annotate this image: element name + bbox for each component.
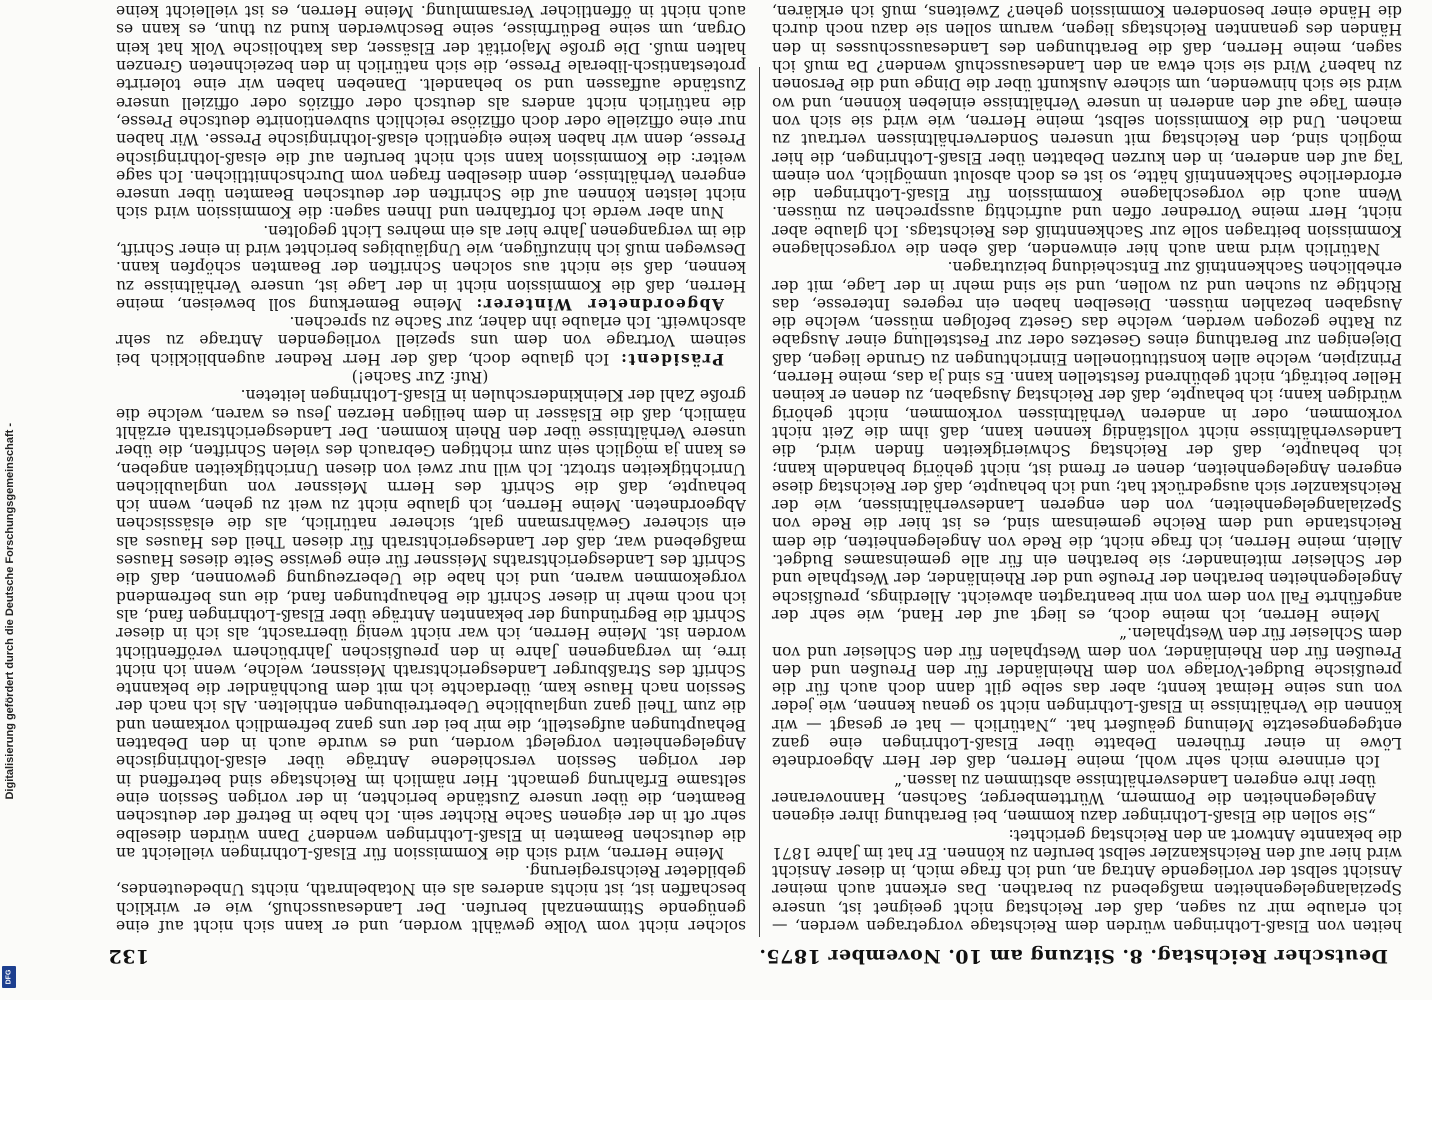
president-remark	[116, 313, 746, 368]
interjection-note: (Ruf: Zur Sache!)	[351, 368, 489, 387]
quotation: „Sie sollen die Elsaß-Lothringer dazu kommen, bei Berathung ihrer eigenen Angelegenheiten die Pommern, Württemberger, Sachsen, Hannoveraner über ihre engeren Landesverhältnisse abstimmen zu lassen.“	[772, 770, 1376, 826]
dfg-logo-icon: DFG	[2, 966, 16, 988]
left-column	[772, 2, 1402, 935]
column-divider	[759, 67, 760, 937]
rotated-page-content	[108, 2, 1408, 967]
paragraph: Ich erinnere mich sehr wohl, meine Herren, daß der Herr Abgeordnete Löwe in einer früheren Debatte über Elsaß-Lothringen eine ganz entgegengesetzte Meinung geäußert hat. „Natürlich — hat er gesagt — wir können die Verhältnisse in Elsaß-Lothringen nicht so genau kennen, wie jeder von uns seine Heimat kennt; aber das selbe gilt dann doch auch für die preußische Budget-Vorlage von dem Rheinländer für den Preußen und den Preußen für den Rheinländer, von dem Westphalen für den Schlesier und von dem Schlesier für den Westphalen.“	[772, 624, 1402, 771]
speaker-text: Meine Bemerkung soll beweisen, meine Herren, daß die Kommission nicht in der Lage ist, unsere Verhältnisse zu kennen, daß sie nicht aus solchen Schriften der Beamten schöpfen kann. Deswegen muß ich hinzufügen, wie Ungläubiges berichtet wird in einer Schrift, die im vergangenen Jahre hier als ein mehres Licht gegolten.	[116, 221, 746, 313]
speaker-winterer: Abgeordneter Winterer:	[475, 294, 724, 314]
digitisation-credit	[0, 0, 18, 1000]
paragraph: Meine Herren, wird sich die Kommission für Elsaß-Lothringen vielleicht an die deutschen Beamten in Elsaß-Lothringen wenden? Dann würden dieselbe sehr oft in der eigenen Sache Richter sein. Ich habe in Betreff der deutschen Beamten, die über unsere Zustände berichten, in der vorigen Session eine seltsame Erfahrung gemacht. Hier nämlich im Reichstage sind betreffend in der vorigen Session verschiedene Anträge über elsaß-lothringische Angelegenheiten vorgelegt worden, und es wurde auch in den Debatten Behauptungen aufgestellt, die mir bei der uns ganz befremdlich vorkamen und die zum Theil ganz unglaubliche Uebertreibungen enthielten. Als ich nach der Session nach Hause kam, überdachte ich mit dem Buchhändler die bekannte Schrift des Straßburger Landesgerichtsrath Meissner, welche, wenn ich nicht irre, im vergangenen Jahre in den preußischen Jahrbüchern veröffentlicht worden ist. Meine Herren, ich war nicht wenig überrascht, als ich in dieser Schrift die Begründung der bekannten Anträge über Elsaß-Lothringen fand, als ich noch mehr in dieser Schrift die Behauptungen fand, die uns befremdend vorgekommen waren, und ich habe die Ueberzeugung gewonnen, daß die Schrift des Landesgerichtsraths Meissner für eine gewisse Seite dieses Hauses maßgebend war, daß der Landesgerichtsrath für diesen Theil des Hauses als ein sicherer Gewährsmann galt, sicherer natürlich, als die elsässischen Abgeordneten. Meine Herren, ich glaube nicht zu weit zu gehen, wenn ich behaupte, daß die Schrift des Herrn Meissner von unglaublichen Unrichtigkeiten strotzt. Ich will nur zwei von diesen Unrichtigkeiten angeben, es kann ja möglich sein zum richtigen Gebrauch des vielen Schriften, die über unsere Verhältnisse über den Rhein kommen. Der Landesgerichtsrath erzählt nämlich, daß die Elsässer in dem heiligen Herzen Jesu es waren, welche die große Zahl der Kleinkinderschulen in Elsaß-Lothringen leiteten.	[116, 386, 746, 862]
paragraph: Nun aber werde ich fortfahren und Ihnen sagen: die Kommission wird sich nicht leisten können auf die Schriften der deutschen Beamten über unsere engeren Verhältnisse, denn dieselben fragen vom Durchschnittlichen. Ich sage weiter: die Kommission kann sich nicht berufen auf die elsaß-lothringische Presse, denn wir haben keine eigentlich elsaß-lothringische Presse. Wir haben nur eine offizielle oder doch offiziöse reichlich subventionirte deutsche Presse, die natürlich nicht anders als deutsch oder offiziös oder offiziell unsere Zustände auffassen und so behandelt. Daneben haben wir eine tolerirte protestantisch-liberale Presse, die sich natürlich in den bezeichneten Grenzen halten muß. Die große Majorität der Elsässer, das katholische Volk hat kein Organ, um seine Bedürfnisse, seine Beschwerden kund zu thun, es kann es auch nicht in öffentlicher Versammlung. Meine Herren, es ist vielleicht keine	[116, 2, 746, 222]
speaker-remark	[116, 221, 746, 312]
page-header	[108, 941, 1408, 967]
paragraph: heiten von Elsaß-Lothringen würden dem Reichstage vorgetragen werden, — ich erlaube mir zu sagen, daß der Reichstag nicht geeignet ist, unsere Spezialangelegenheiten maßgebend zu berathen. Das erkennt auch meiner Ansicht selbst der vorliegende Antrag an, und ich frage mich, in dieser Ansicht wird hier auf den Reichskanzler selbst berufen zu können. Er hat im Jahre 1871 die bekannte Antwort an den Reichstag gerichtet:	[772, 825, 1402, 935]
paragraph: Meine Herren, ich meine doch, es liegt auf der Hand, wie sehr der angeführte Fall von dem von mir beantragten abweicht. Allerdings, preußische Angelegenheiten berathen der Preuße und der Rheinländer, der Westphale und der Schlesier miteinander; sie berathen ein für alle gemeinsames Budget. Allein, meine Herren, ich frage nicht, die Rede von Angelegenheiten, die dem Reichstande und dem Reiche gemeinsam sind, es ist hier die Rede von Spezialangelegenheiten, von den engeren Landesverhältnissen, wie der Reichskanzler sich ausgedrückt hat; und ich behaupte, daß der Reichstag diese engeren Angelegenheiten, denen er fremd ist, nicht gehörig behandeln kann; ich behaupte, daß der Reichstag Schwierigkeiten finden wird, die Landesverhältnisse nicht vollständig kennen kann, daß ihm die Zeit nicht vorkommen, oder in anderen Verhältnissen vorkommen, nicht gehörig würdigen kann; ich behaupte, daß der Reichstag Ausgaben, zu denen er keinen Heller beiträgt, nicht gebührend feststellen kann. Es sind ja das, meine Herren, Prinzipien, welche allen konstitutionellen Einrichtungen zu Grunde liegen, daß Diejenigen zur Berathung eines Gesetzes oder zur Feststellung einer Ausgabe zu Rathe gezogen werden, welche das Gesetz befolgen müssen, welche die Ausgaben bezahlen müssen. Dieselben haben ein regeres Interesse, das Richtige zu suchen und zu wollen, und sie sind mehr in der Lage, mit der erheblichen Sachkenntniß zur Entscheidung beizutragen.	[772, 258, 1402, 624]
speaker-president: Präsident:	[619, 349, 724, 369]
running-title: Deutscher Reichstag. 8. Sitzung am 10. November 1875.	[758, 945, 1388, 967]
paragraph: solcher nicht vom Volke gewählt worden, und er kann sich nicht auf eine genügende Stimmenzahl berufen. Der Landesausschuß, wie er wirklich beschaffen ist, ist nichts anderes als ein Notabelnrath, nichts Unbedeutendes, gebildeter Reichsregierung.	[116, 862, 746, 935]
paragraph: Natürlich wird man auch hier einwenden, daß eben die vorgeschlagene Kommission beitragen solle zur Sachkenntniß des Reichstags. Ich glaube aber nicht, Herr meine Vorredner offen und aufrichtig aussprechen zu müssen. Wenn auch die vorgeschlagene Kommission für Elsaß-Lothringen die erforderliche Sachkenntniß hätte, so ist es doch absolut unmöglich, von einem Tag auf den anderen, in den kurzen Debatten über Elsaß-Lothringen, die hier möglich sind, den Reichstag mit unseren Sonderverhältnissen vertraut zu machen. Und die Kommission selbst, meine Herren, wie wird sie sich von einem Tage auf den anderen in unsere Verhältnisse einleben können, und wo wird sie sich hinwenden, um sichere Auskunft über die Dinge und die Personen zu haben? Wird sie sich etwa an den Landesausschuß wenden? Da muß ich sagen, meine Herren, daß die Berathungen des Landesausschusses in den Händen des genannten Reichstags liegen, warum sollen sie dazu noch durch die Hände einer besonderen Kommission gehen? Zweitens, muß ich erklären,	[772, 2, 1402, 259]
page-number: 132	[108, 945, 150, 967]
president-text: Ich glaube doch, daß der Herr Redner augenblicklich bei seinem Vortrage von dem uns speziell vorliegenden Antrage zu sehr abschweift. Ich erlaube ihn daher, zur Sache zu sprechen.	[116, 313, 746, 368]
right-column	[116, 2, 746, 935]
credit-text: Digitalisierung gefördert durch die Deutsche Forschungsgemeinschaft -	[4, 423, 16, 800]
